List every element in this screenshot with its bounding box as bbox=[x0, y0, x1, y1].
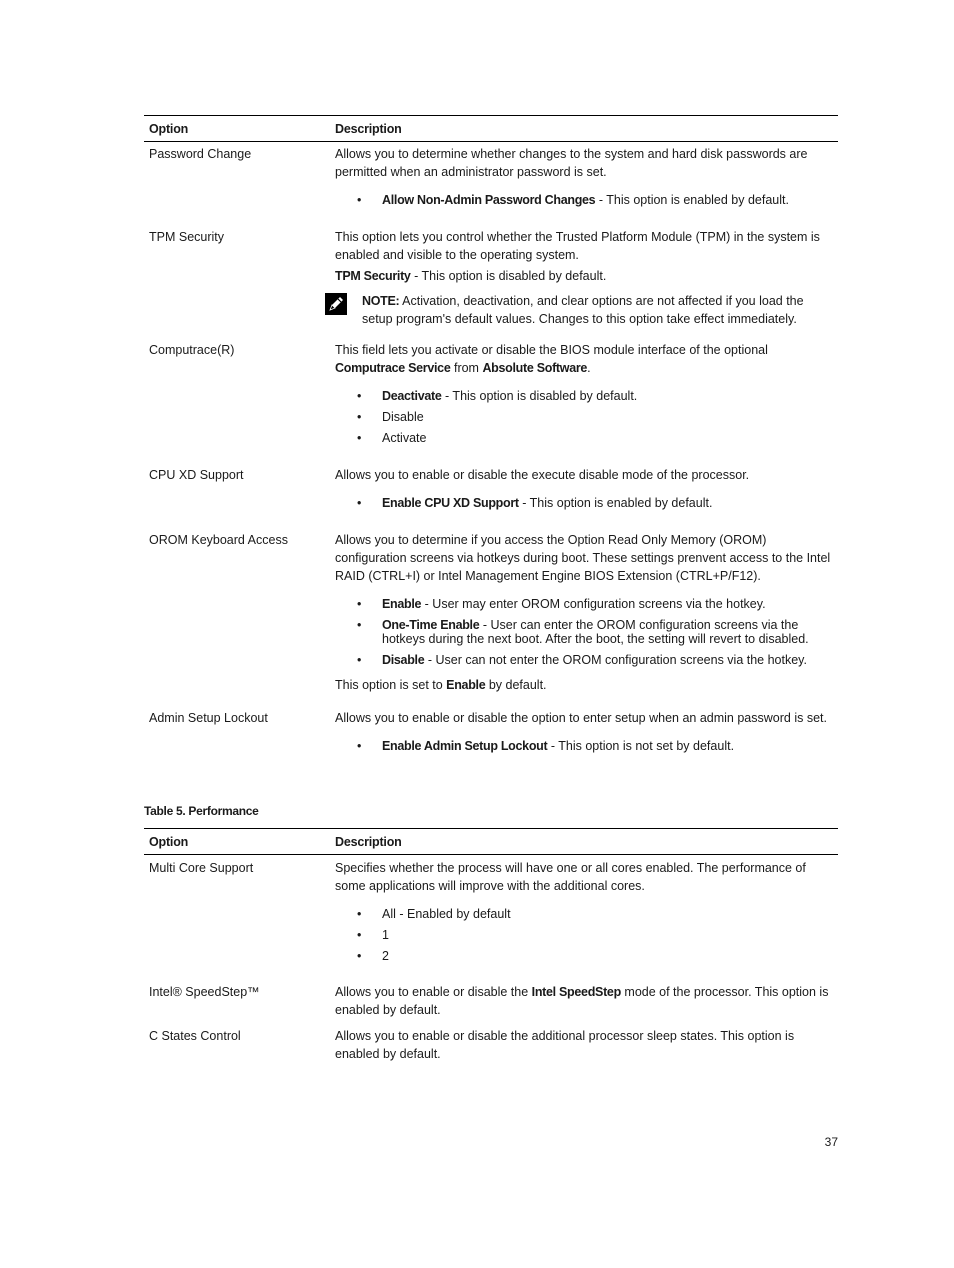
bullet-bold: Enable Admin Setup Lockout bbox=[382, 739, 548, 753]
bullet-text: Disable bbox=[382, 410, 424, 424]
option-name: Admin Setup Lockout bbox=[149, 711, 268, 725]
list-item bbox=[335, 431, 834, 445]
header-description: Description bbox=[335, 121, 402, 136]
bullet-bold: One-Time Enable bbox=[382, 618, 480, 632]
table-header bbox=[144, 115, 838, 142]
note-pencil-icon bbox=[325, 293, 347, 315]
option-description: Allows you to determine if you access the Option Read Only Memory (OROM) configuration screens via hotkeys during boot. These settings prenvent access to the Intel RAID (CTRL+I) or Intel Management Engine BIOS Extension (CTRL+P/F12). bbox=[335, 533, 831, 583]
list-item bbox=[335, 193, 834, 207]
bullet-bold: Disable bbox=[382, 653, 425, 667]
security-options-table bbox=[144, 115, 838, 753]
desc-bold: Computrace Service bbox=[335, 361, 451, 375]
bullet-bold: Enable bbox=[382, 597, 422, 611]
table-row bbox=[144, 1027, 838, 1063]
list-item bbox=[335, 410, 834, 424]
table-row bbox=[144, 709, 838, 760]
table-row bbox=[144, 531, 838, 694]
list-item bbox=[335, 949, 834, 963]
option-bullets bbox=[335, 739, 834, 753]
table-row bbox=[144, 983, 838, 1019]
option-name: Intel® SpeedStep™ bbox=[149, 985, 260, 999]
performance-options-table bbox=[144, 828, 838, 1061]
table-row bbox=[144, 341, 838, 452]
table-header bbox=[144, 828, 838, 855]
note-text: Activation, deactivation, and clear options are not affected if you load the setup program's default values. Changes to this option take effect immediately. bbox=[362, 294, 804, 326]
bullet-text: All - Enabled by default bbox=[382, 907, 511, 921]
footer-text: This option is set to bbox=[335, 678, 447, 692]
option-description bbox=[335, 341, 834, 377]
desc-bold: Intel SpeedStep bbox=[531, 985, 621, 999]
option-bullets bbox=[335, 193, 834, 207]
bullet-text: Activate bbox=[382, 431, 427, 445]
list-item bbox=[335, 928, 834, 942]
header-description: Description bbox=[335, 834, 402, 849]
option-name: Multi Core Support bbox=[149, 861, 254, 875]
bullet-text: - This option is not set by default. bbox=[547, 739, 735, 753]
bullet-text: - User may enter OROM configuration screens via the hotkey. bbox=[421, 597, 766, 611]
bullet-text: - User can enter the OROM configuration screens via the hotkeys during the next boot. After the boot, the setting will revert to disabled. bbox=[382, 618, 809, 646]
header-option: Option bbox=[149, 121, 189, 136]
note-label: NOTE: bbox=[362, 294, 400, 308]
list-item bbox=[335, 389, 834, 403]
setting-bold: TPM Security bbox=[335, 269, 411, 283]
option-name: C States Control bbox=[149, 1029, 241, 1043]
option-bullets bbox=[335, 907, 834, 963]
bullet-bold: Allow Non-Admin Password Changes bbox=[382, 193, 596, 207]
desc-text: mode of the processor. This option is enabled by default. bbox=[335, 985, 829, 1017]
list-item bbox=[335, 496, 834, 510]
page-number: 37 bbox=[824, 1135, 838, 1149]
option-default-line bbox=[335, 267, 834, 285]
table-row bbox=[144, 859, 838, 970]
desc-text: . bbox=[587, 361, 591, 375]
list-item bbox=[335, 653, 834, 667]
desc-text: Allows you to enable or disable the bbox=[335, 985, 532, 999]
bullet-text: - This option is enabled by default. bbox=[595, 193, 789, 207]
header-option: Option bbox=[149, 834, 189, 849]
bullet-text: - This option is disabled by default. bbox=[441, 389, 638, 403]
option-description: Allows you to determine whether changes to the system and hard disk passwords are permitted when an administrator password is set. bbox=[335, 147, 808, 179]
option-name: OROM Keyboard Access bbox=[149, 533, 288, 547]
list-item bbox=[335, 618, 834, 646]
option-bullets bbox=[335, 496, 834, 510]
desc-text: This field lets you activate or disable the BIOS module interface of the optional bbox=[335, 343, 768, 357]
list-item bbox=[335, 739, 834, 753]
list-item bbox=[335, 597, 834, 611]
option-description: Allows you to enable or disable the option to enter setup when an admin password is set. bbox=[335, 711, 827, 725]
option-bullets bbox=[335, 389, 834, 445]
option-name: Computrace(R) bbox=[149, 343, 235, 357]
list-item bbox=[335, 907, 834, 921]
option-description: Allows you to enable or disable the additional processor sleep states. This option is enabled by default. bbox=[335, 1029, 795, 1061]
bullet-bold: Enable CPU XD Support bbox=[382, 496, 519, 510]
bullet-bold: Deactivate bbox=[382, 389, 442, 403]
bullet-text: 1 bbox=[382, 928, 389, 942]
option-footer bbox=[335, 676, 834, 694]
option-name: CPU XD Support bbox=[149, 468, 244, 482]
table-row bbox=[144, 228, 838, 328]
option-description: This option lets you control whether the Trusted Platform Module (TPM) in the system is enabled and visible to the operating system. bbox=[335, 230, 820, 262]
option-description: Specifies whether the process will have one or all cores enabled. The performance of some applications will improve with the additional cores. bbox=[335, 861, 806, 893]
table-row bbox=[144, 145, 838, 214]
footer-text: by default. bbox=[485, 678, 547, 692]
bullet-text: 2 bbox=[382, 949, 389, 963]
desc-bold: Absolute Software bbox=[482, 361, 588, 375]
bullet-text: - This option is enabled by default. bbox=[518, 496, 713, 510]
setting-text: - This option is disabled by default. bbox=[410, 269, 607, 283]
bullet-text: - User can not enter the OROM configuration screens via the hotkey. bbox=[424, 653, 807, 667]
table-row bbox=[144, 466, 838, 517]
note-box bbox=[335, 292, 834, 328]
option-description: Allows you to enable or disable the execute disable mode of the processor. bbox=[335, 468, 750, 482]
option-name: TPM Security bbox=[149, 230, 225, 244]
table-caption: Table 5. Performance bbox=[144, 804, 259, 818]
option-name: Password Change bbox=[149, 147, 252, 161]
option-description bbox=[335, 983, 834, 1019]
desc-text: from bbox=[450, 361, 483, 375]
option-bullets bbox=[335, 597, 834, 667]
footer-bold: Enable bbox=[446, 678, 486, 692]
